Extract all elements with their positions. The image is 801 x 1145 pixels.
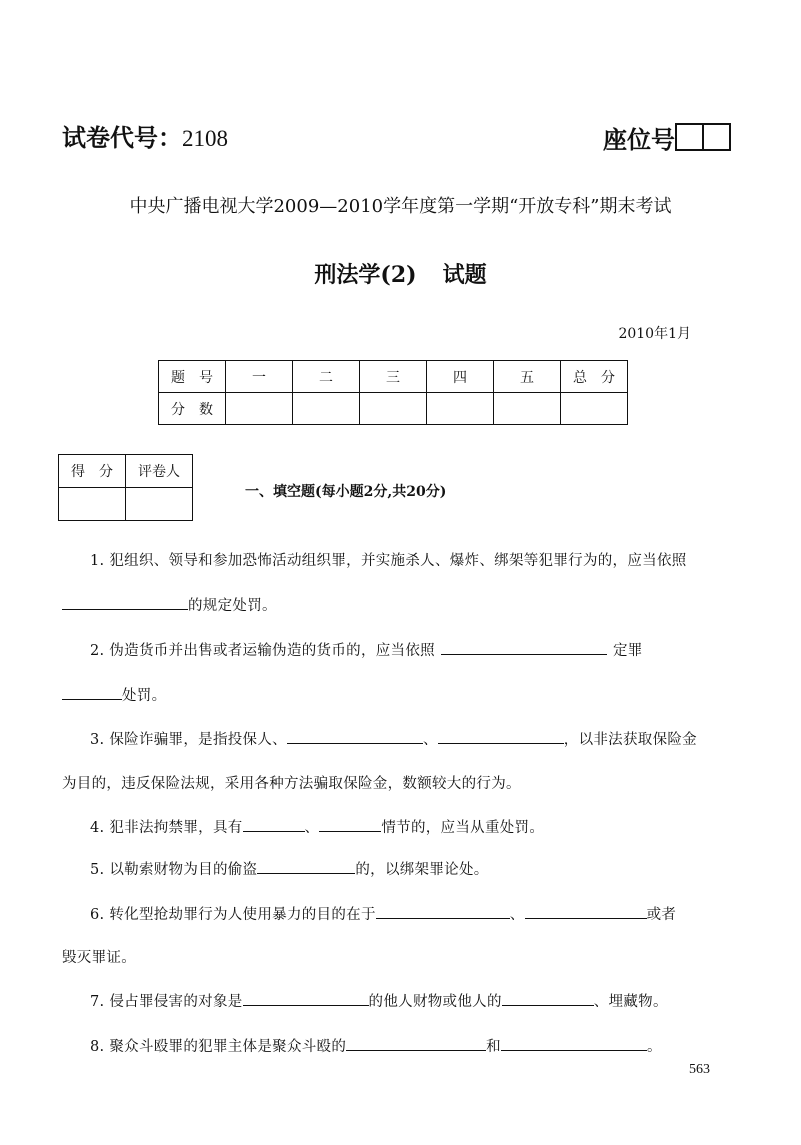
score-table-header-row bbox=[159, 361, 628, 393]
question-text: 2. 伪造货币并出售或者运输伪造的货币的，应当依照 bbox=[90, 643, 435, 659]
question-text: 情节的，应当从重处罚。 bbox=[381, 820, 545, 836]
question-text: 8. 聚众斗殴罪的犯罪主体是聚众斗殴的 bbox=[90, 1039, 347, 1055]
seat-box bbox=[702, 123, 731, 151]
question-text: 的，以绑架罪论处。 bbox=[355, 862, 489, 878]
question-text: 、埋藏物。 bbox=[593, 994, 668, 1010]
score-header-cell: 一 bbox=[226, 361, 293, 393]
question-text: 定罪 bbox=[612, 643, 643, 659]
answer-blank[interactable] bbox=[501, 1036, 647, 1052]
question-6-line-1 bbox=[90, 903, 676, 924]
question-1-line-2 bbox=[62, 594, 277, 615]
score-cell[interactable] bbox=[293, 393, 360, 425]
question-text: 和 bbox=[486, 1039, 501, 1055]
exam-date: 2010年1月 bbox=[618, 326, 691, 342]
score-row-label: 分 数 bbox=[159, 393, 226, 425]
exam-code bbox=[62, 118, 228, 153]
question-text: 5. 以勒索财物为目的偷盗 bbox=[90, 862, 258, 878]
question-1-line-1: 1. 犯组织、领导和参加恐怖活动组织罪，并实施杀人、爆炸、绑架等犯罪行为的，应当依照 bbox=[90, 553, 687, 569]
score-header-cell: 题 号 bbox=[159, 361, 226, 393]
question-text: ，以非法获取保险金 bbox=[563, 732, 697, 748]
question-6-line-2: 毁灭罪证。 bbox=[62, 950, 136, 966]
question-8 bbox=[90, 1035, 662, 1056]
score-header-cell: 二 bbox=[293, 361, 360, 393]
score-header-cell: 总 分 bbox=[561, 361, 628, 393]
score-cell[interactable] bbox=[561, 393, 628, 425]
exam-code-value: 2108 bbox=[182, 126, 228, 151]
answer-blank[interactable] bbox=[287, 729, 423, 745]
score-cell[interactable] bbox=[360, 393, 427, 425]
answer-blank[interactable] bbox=[62, 685, 122, 701]
question-text: 3. 保险诈骗罪，是指投保人、 bbox=[90, 732, 287, 748]
question-text: 4. 犯非法拘禁罪，具有 bbox=[90, 820, 243, 836]
grader-table bbox=[58, 454, 193, 521]
grader-name-cell[interactable] bbox=[126, 488, 193, 521]
question-4 bbox=[90, 816, 544, 837]
subject-suffix: 试题 bbox=[442, 262, 487, 288]
answer-blank[interactable] bbox=[346, 1036, 486, 1052]
grader-score-header: 得 分 bbox=[59, 455, 126, 488]
question-text: 7. 侵占罪侵害的对象是 bbox=[90, 994, 243, 1010]
score-cell[interactable] bbox=[226, 393, 293, 425]
grader-score-cell[interactable] bbox=[59, 488, 126, 521]
subject-name: 刑法学(2) bbox=[314, 262, 417, 288]
answer-blank[interactable] bbox=[257, 859, 355, 875]
question-text: 处罚。 bbox=[122, 688, 167, 704]
page-number: 563 bbox=[689, 1062, 710, 1077]
question-3-line-2: 为目的，违反保险法规，采用各种方法骗取保险金，数额较大的行为。 bbox=[62, 776, 521, 792]
score-header-cell: 五 bbox=[494, 361, 561, 393]
subject-title bbox=[0, 258, 801, 289]
question-text: 、 bbox=[509, 907, 525, 923]
question-2-line-1 bbox=[90, 639, 643, 660]
score-cell[interactable] bbox=[494, 393, 561, 425]
grader-name-header: 评卷人 bbox=[126, 455, 193, 488]
score-header-cell: 四 bbox=[427, 361, 494, 393]
seat-number-boxes bbox=[677, 123, 731, 151]
question-text: 。 bbox=[646, 1039, 662, 1055]
seat-box bbox=[675, 123, 704, 151]
question-text: 、 bbox=[422, 732, 438, 748]
answer-blank[interactable] bbox=[438, 729, 564, 745]
exam-code-label: 试卷代号： bbox=[62, 123, 182, 152]
exam-title: 中央广播电视大学2009—2010学年度第一学期“开放专科”期末考试 bbox=[129, 196, 672, 217]
question-text: 的规定处罚。 bbox=[188, 598, 277, 614]
question-3-line-1 bbox=[90, 728, 697, 749]
score-table-score-row bbox=[159, 393, 628, 425]
answer-blank[interactable] bbox=[62, 595, 188, 611]
answer-blank[interactable] bbox=[243, 991, 369, 1007]
answer-blank[interactable] bbox=[376, 904, 510, 920]
score-header-cell: 三 bbox=[360, 361, 427, 393]
question-text: 、 bbox=[304, 820, 320, 836]
question-text: 的他人财物或他人的 bbox=[368, 994, 502, 1010]
answer-blank[interactable] bbox=[525, 904, 647, 920]
answer-blank[interactable] bbox=[319, 817, 381, 833]
score-table bbox=[158, 360, 628, 425]
question-text: 或者 bbox=[646, 907, 677, 923]
answer-blank[interactable] bbox=[502, 991, 594, 1007]
answer-blank[interactable] bbox=[243, 817, 305, 833]
answer-blank[interactable] bbox=[441, 640, 607, 656]
question-2-line-2 bbox=[62, 684, 166, 705]
question-7 bbox=[90, 990, 668, 1011]
question-text: 6. 转化型抢劫罪行为人使用暴力的目的在于 bbox=[90, 907, 376, 923]
seat-number-label: 座位号 bbox=[603, 125, 675, 154]
score-cell[interactable] bbox=[427, 393, 494, 425]
question-5 bbox=[90, 858, 489, 879]
section-title: 一、填空题(每小题2分,共20分) bbox=[245, 484, 447, 500]
